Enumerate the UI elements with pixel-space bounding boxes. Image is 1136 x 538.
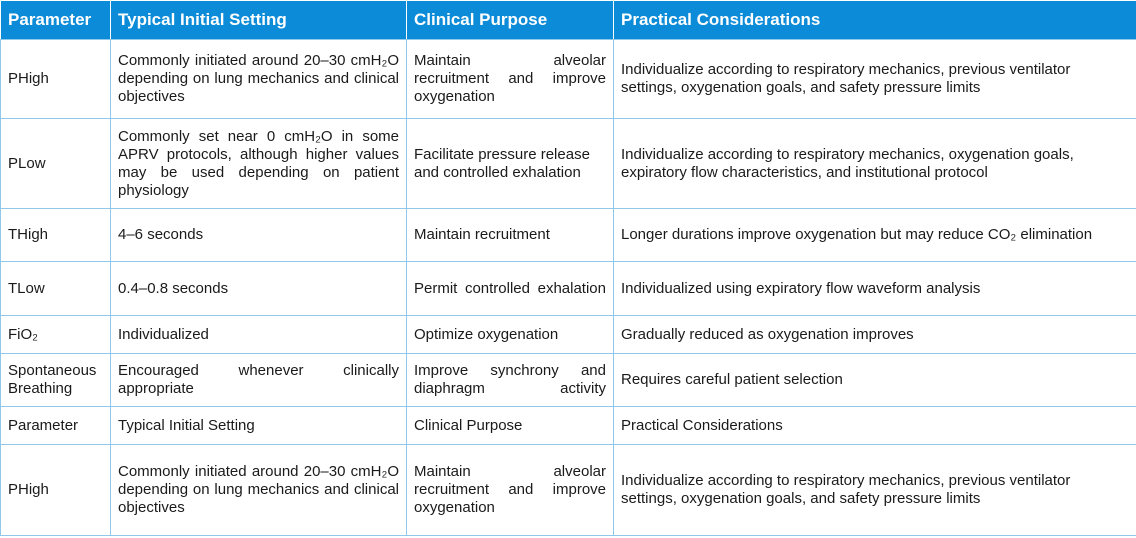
header-clinical-purpose: Clinical Purpose (407, 1, 614, 40)
cell-practical-considerations: Individualized using expiratory flow waveform analysis (614, 262, 1136, 316)
table-row (1, 209, 1136, 262)
cell-initial-setting: Commonly initiated around 20–30 cmH₂O depending on lung mechanics and clinical objectives (111, 40, 407, 119)
cell-clinical-purpose: Clinical Purpose (407, 407, 614, 445)
cell-practical-considerations: Gradually reduced as oxygenation improves (614, 316, 1136, 354)
cell-initial-setting: Commonly initiated around 20–30 cmH₂O depending on lung mechanics and clinical objectives (111, 445, 407, 536)
cell-clinical-purpose: Maintain recruitment (407, 209, 614, 262)
cell-initial-setting: Encouraged whenever clinically appropriate (111, 354, 407, 407)
table-row (1, 40, 1136, 119)
cell-practical-considerations: Individualize according to respiratory mechanics, oxygenation goals, expiratory flow characteristics, and institutional protocol (614, 119, 1136, 209)
cell-initial-setting: Typical Initial Setting (111, 407, 407, 445)
table-row (1, 445, 1136, 536)
cell-initial-setting: Commonly set near 0 cmH₂O in some APRV protocols, although higher values may be used depending on patient physiology (111, 119, 407, 209)
table-row (1, 407, 1136, 445)
cell-initial-setting: Individualized (111, 316, 407, 354)
table-row (1, 354, 1136, 407)
cell-practical-considerations: Practical Considerations (614, 407, 1136, 445)
cell-practical-considerations: Individualize according to respiratory mechanics, previous ventilator settings, oxygenation goals, and safety pressure limits (614, 40, 1136, 119)
cell-clinical-purpose: Maintain alveolar recruitment and improve oxygenation (407, 40, 614, 119)
cell-clinical-purpose: Improve synchrony and diaphragm activity (407, 354, 614, 407)
header-practical-considerations: Practical Considerations (614, 1, 1136, 40)
header-initial-setting: Typical Initial Setting (111, 1, 407, 40)
cell-parameter: FiO₂ (1, 316, 111, 354)
cell-clinical-purpose: Optimize oxygenation (407, 316, 614, 354)
table-row (1, 119, 1136, 209)
cell-initial-setting: 0.4–0.8 seconds (111, 262, 407, 316)
header-parameter: Parameter (1, 1, 111, 40)
cell-parameter: PHigh (1, 445, 111, 536)
cell-clinical-purpose: Facilitate pressure release and controlled exhalation (407, 119, 614, 209)
cell-practical-considerations: Individualize according to respiratory mechanics, previous ventilator settings, oxygenation goals, and safety pressure limits (614, 445, 1136, 536)
header-row (1, 1, 1136, 40)
cell-parameter: THigh (1, 209, 111, 262)
cell-clinical-purpose: Permit controlled exhalation (407, 262, 614, 316)
table-row (1, 262, 1136, 316)
cell-initial-setting: 4–6 seconds (111, 209, 407, 262)
cell-parameter: PHigh (1, 40, 111, 119)
cell-clinical-purpose: Maintain alveolar recruitment and improve oxygenation (407, 445, 614, 536)
cell-parameter: Spontaneous Breathing (1, 354, 111, 407)
cell-parameter: PLow (1, 119, 111, 209)
cell-practical-considerations: Requires careful patient selection (614, 354, 1136, 407)
cell-parameter: Parameter (1, 407, 111, 445)
cell-practical-considerations: Longer durations improve oxygenation but may reduce CO₂ elimination (614, 209, 1136, 262)
cell-parameter: TLow (1, 262, 111, 316)
table-row (1, 316, 1136, 354)
